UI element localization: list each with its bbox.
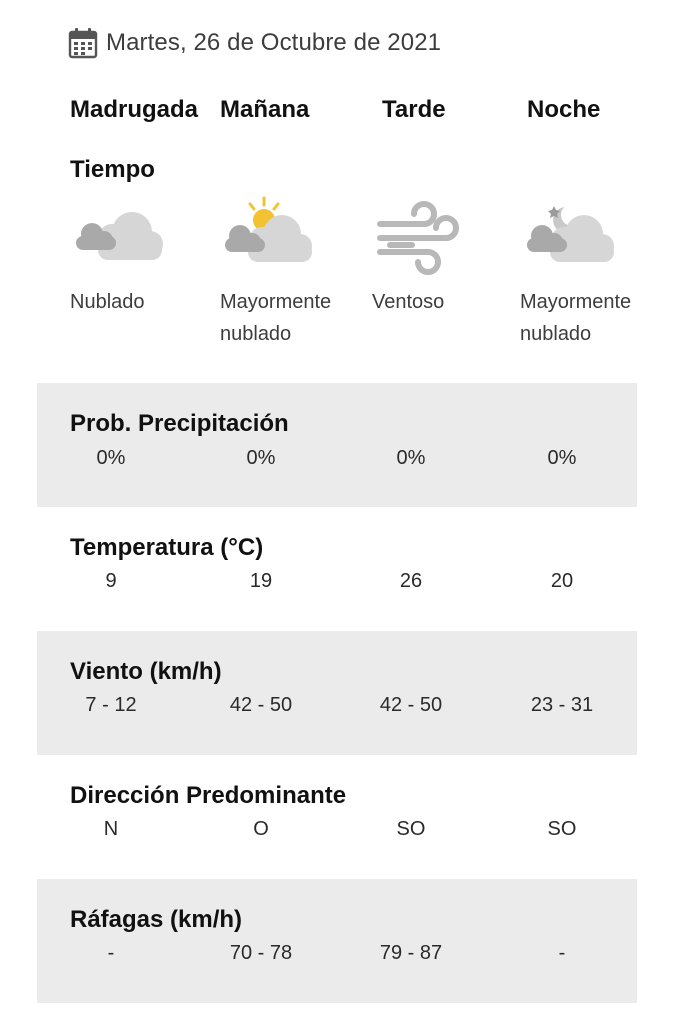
partly-sunny-icon [220,196,316,278]
condition-line2: nublado [220,323,292,345]
gusts-value-manana: 70 - 78 [229,942,293,964]
temperature-value-noche: 20 [550,570,574,592]
wind-value-tarde: 42 - 50 [379,694,443,716]
temperature-row [37,507,637,631]
precipitation-value-manana: 0% [246,447,276,469]
tiempo-title: Tiempo [70,156,155,183]
condition-noche [520,286,631,350]
column-manana: Mañana [220,96,310,123]
calendar-icon [68,27,98,59]
condition-line1: Nublado [70,291,145,313]
wind-title: Viento (km/h) [70,658,222,685]
column-noche: Noche [527,96,601,123]
condition-line1: Ventoso [372,291,445,313]
date-header [68,26,441,60]
direction-value-noche: SO [547,818,577,840]
precipitation-value-tarde: 0% [396,447,426,469]
precipitation-row [37,383,637,507]
gusts-value-tarde: 79 - 87 [379,942,443,964]
condition-manana [220,286,331,350]
gusts-row [37,879,637,1003]
direction-value-tarde: SO [396,818,426,840]
date-label: Martes, 26 de Octubre de 2021 [106,29,442,56]
gusts-value-noche: - [558,942,566,964]
direction-value-madrugada: N [103,818,119,840]
direction-row [37,755,637,879]
precipitation-value-madrugada: 0% [96,447,126,469]
condition-tarde [372,286,444,318]
mostly-cloudy-night-icon [522,196,618,278]
windy-icon [372,196,468,278]
temperature-title: Temperatura (°C) [70,534,264,561]
wind-row [37,631,637,755]
direction-title: Dirección Predominante [70,782,347,809]
condition-madrugada [70,286,145,318]
condition-line1: Mayormente [220,291,332,313]
cloudy-icon [70,196,166,278]
temperature-value-tarde: 26 [399,570,423,592]
gusts-value-madrugada: - [107,942,115,964]
column-madrugada: Madrugada [70,96,199,123]
condition-line2: nublado [520,323,592,345]
precipitation-value-noche: 0% [547,447,577,469]
precipitation-title: Prob. Precipitación [70,410,289,437]
temperature-value-madrugada: 9 [105,570,117,592]
condition-line1: Mayormente [520,291,632,313]
wind-value-noche: 23 - 31 [530,694,594,716]
temperature-value-manana: 19 [249,570,273,592]
column-tarde: Tarde [382,96,446,123]
wind-value-madrugada: 7 - 12 [85,694,137,716]
gusts-title: Ráfagas (km/h) [70,906,243,933]
wind-value-manana: 42 - 50 [229,694,293,716]
direction-value-manana: O [253,818,269,840]
